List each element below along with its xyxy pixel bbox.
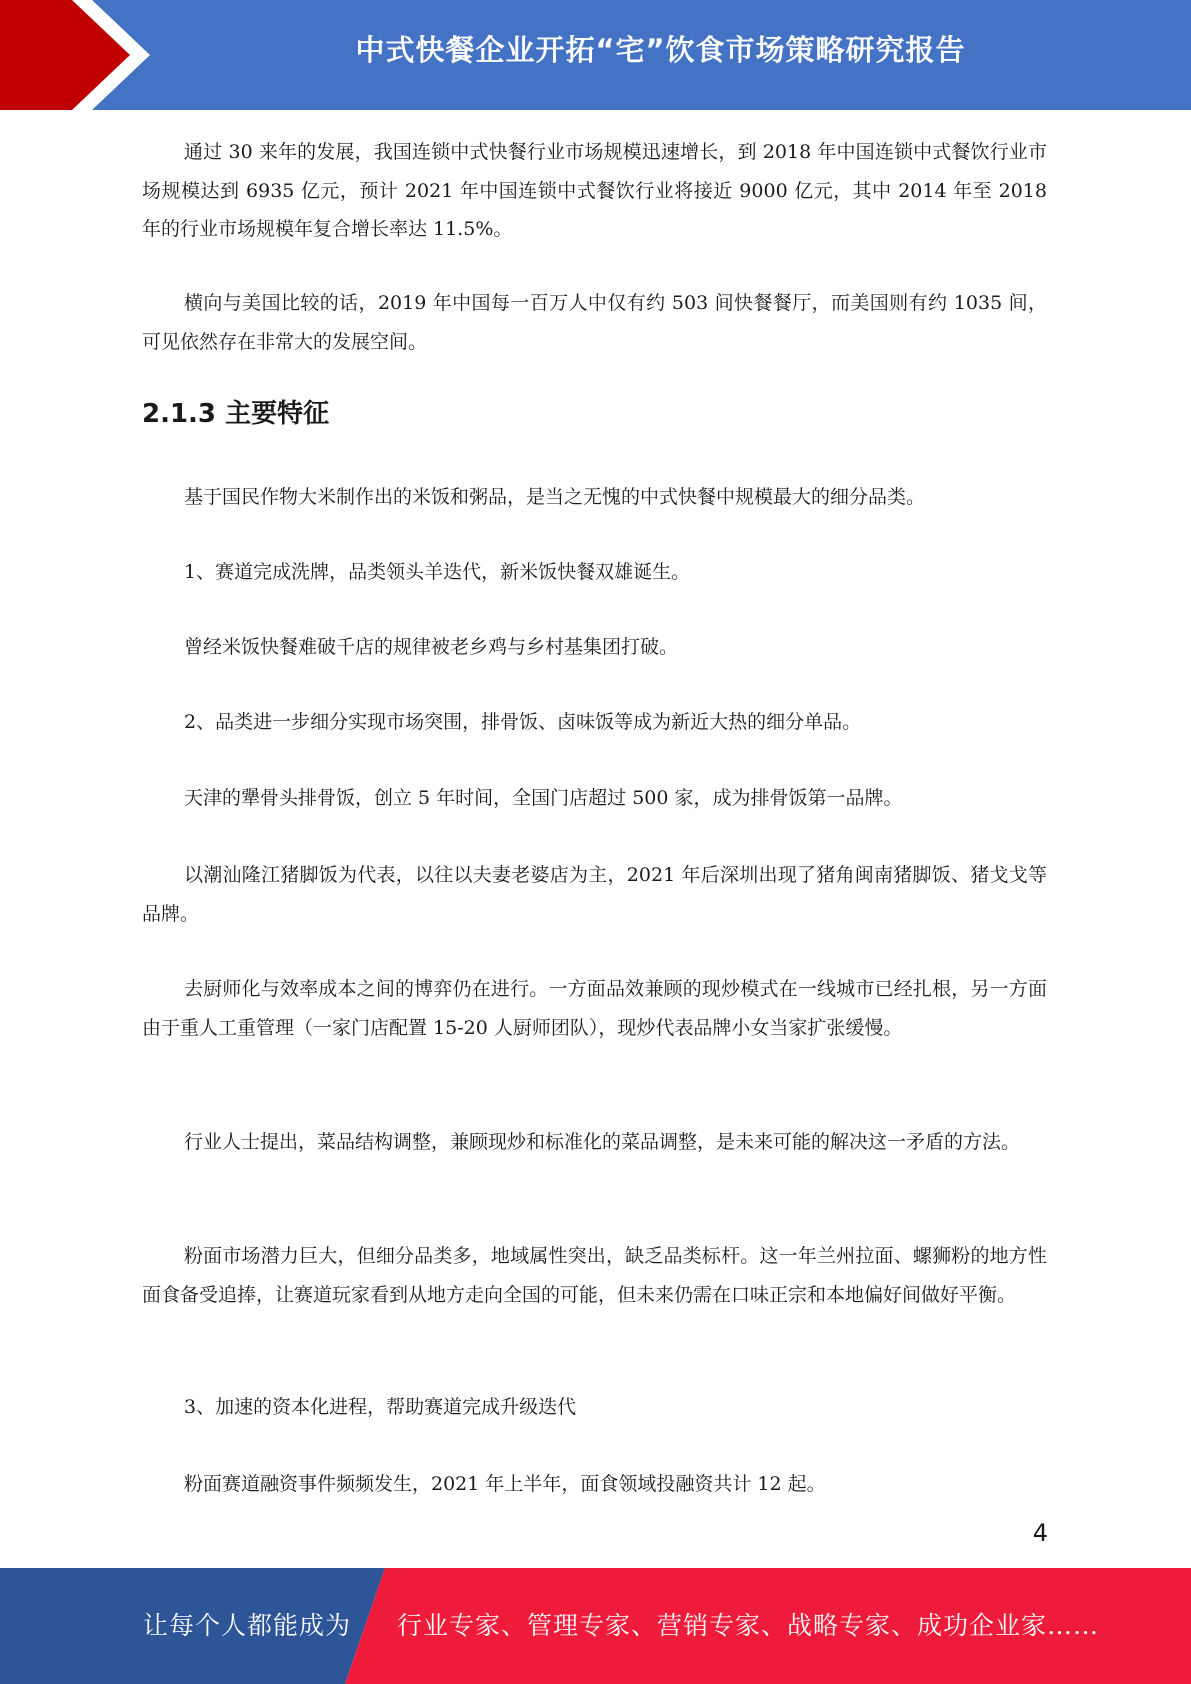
paragraph-noodle-market: 粉面市场潜力巨大，但细分品类多，地域属性突出，缺乏品类标杆。这一年兰州拉面、螺狮粉的地方性面食备受追捧，让赛道玩家看到从地方走向全国的可能，但未来仍需在口味正宗和本地偏好间做好平衡。 <box>142 1245 1047 1306</box>
paragraph-de-chef: 去厨师化与效率成本之间的博弈仍在进行。一方面品效兼顾的现炒模式在一线城市已经扎根，另一方面由于重人工重管理（一家门店配置 15-20 人厨师团队），现炒代表品牌小女当家扩张缓慢。 <box>142 978 1047 1039</box>
paragraph-us-comparison: 横向与美国比较的话，2019 年中国每一百万人中仅有约 503 间快餐餐厅，而美国则有约 1035 间，可见依然存在非常大的发展空间。 <box>142 292 1047 353</box>
page-header <box>0 0 1191 110</box>
paragraph-pig-trotter-rice: 以潮汕隆江猪脚饭为代表，以往以夫妻老婆店为主，2021 年后深圳出现了猪角闽南猪脚饭、猪戈戈等品牌。 <box>142 864 1047 925</box>
report-title: 中式快餐企业开拓“宅”饮食市场策略研究报告 <box>355 33 966 67</box>
paragraph-industry-opinion: 行业人士提出，菜品结构调整，兼顾现炒和标准化的菜品调整，是未来可能的解决这一矛盾的方法。 <box>184 1131 1021 1153</box>
header-arrow-decoration <box>0 0 160 110</box>
page-number: 4 <box>1032 1519 1048 1547</box>
paragraph-point-2: 2、品类进一步细分实现市场突围，排骨饭、卤味饭等成为新近大热的细分单品。 <box>184 711 862 733</box>
section-heading: 2.1.3 主要特征 <box>142 399 330 429</box>
page-footer <box>0 1568 1191 1684</box>
paragraph-point-3: 3、加速的资本化进程，帮助赛道完成升级迭代 <box>184 1396 577 1418</box>
paragraph-point-1: 1、赛道完成洗牌，品类领头羊迭代，新米饭快餐双雄诞生。 <box>184 561 691 583</box>
footer-slogan-left: 让每个人都能成为 <box>143 1611 352 1640</box>
paragraph-tianjin-brand: 天津的犟骨头排骨饭，创立 5 年时间，全国门店超过 500 家，成为排骨饭第一品牌。 <box>184 787 903 809</box>
footer-slogan-right: 行业专家、管理专家、营销专家、战略专家、成功企业家…… <box>397 1611 1100 1640</box>
paragraph-financing: 粉面赛道融资事件频频发生，2021 年上半年，面食领域投融资共计 12 起。 <box>184 1473 826 1495</box>
paragraph-market-scale: 通过 30 来年的发展，我国连锁中式快餐行业市场规模迅速增长，到 2018 年中国连锁中式餐饮行业市场规模达到 6935 亿元，预计 2021 年中国连锁中式餐饮行业将接近 9000 亿元，其中 2014 年至 2018 年的行业市场规模年复合增长率达 11.5%。 <box>142 141 1047 240</box>
paragraph-rice-category: 基于国民作物大米制作出的米饭和粥品，是当之无愧的中式快餐中规模最大的细分品类。 <box>184 486 926 508</box>
paragraph-thousand-stores: 曾经米饭快餐难破千店的规律被老乡鸡与乡村基集团打破。 <box>184 636 679 658</box>
